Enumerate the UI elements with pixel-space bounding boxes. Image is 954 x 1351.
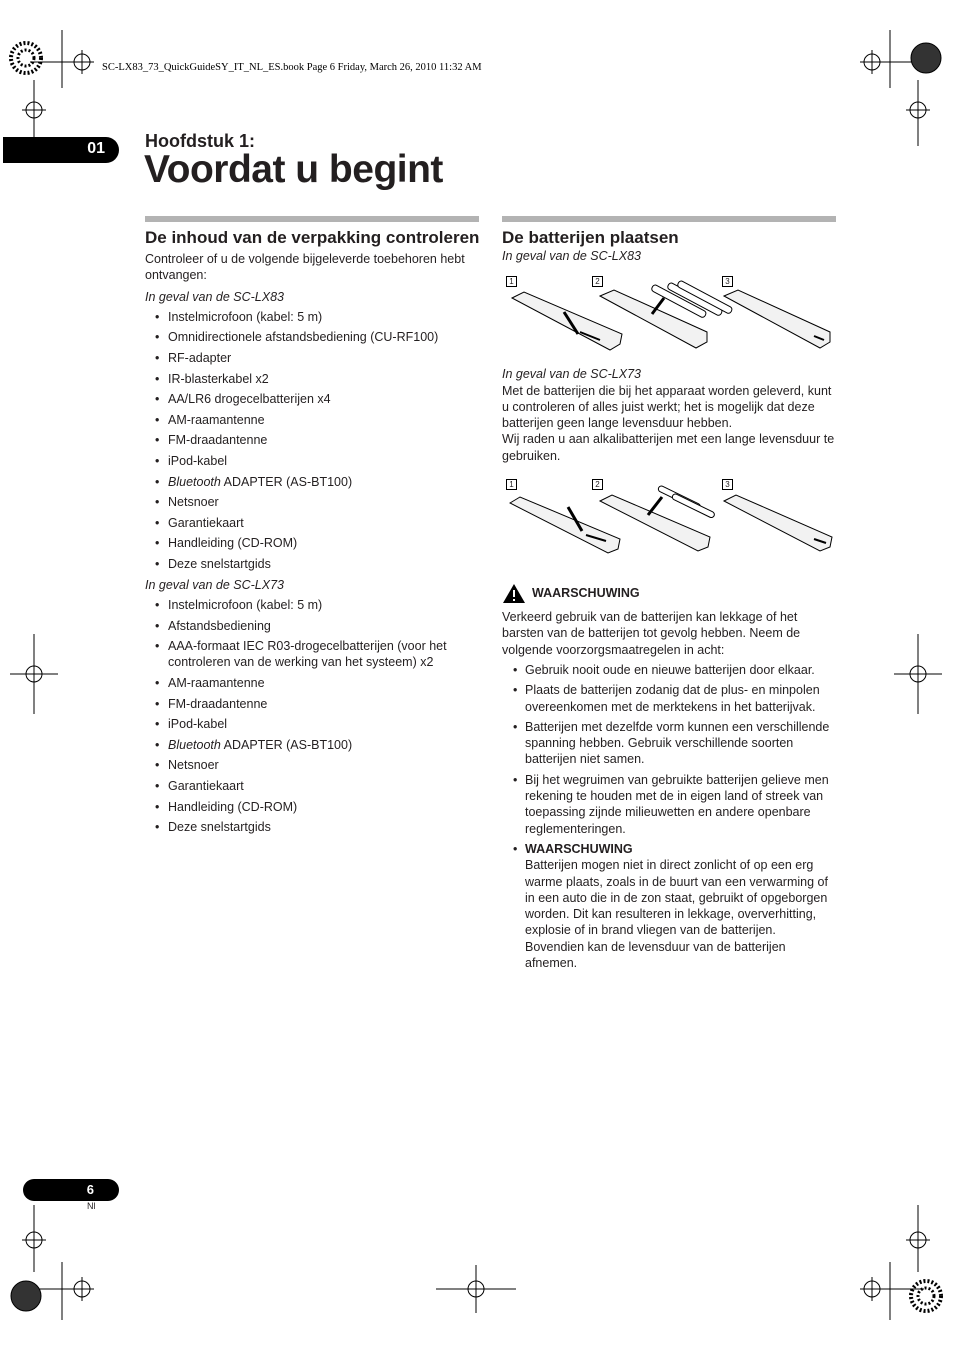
list-item: • Netsnoer — [145, 757, 481, 773]
list-item: • Afstandsbediening — [145, 618, 481, 634]
remote-battery-drawing — [502, 276, 836, 360]
language-code: Nl — [87, 1201, 96, 1211]
list-item: • AAA-formaat IEC R03-drogecelbatterijen (voor het controleren van de werking van het systeem) x2 — [145, 638, 481, 671]
warning-icon — [502, 583, 526, 604]
batteries-intro-1: Met de batterijen die bij het apparaat worden geleverd, kunt u controleren of alles juist werkt; het is mogelijk dat deze batterijen geen lange levensduur hebben. — [502, 383, 832, 431]
list-item: • iPod-kabel — [145, 716, 481, 732]
step-number: 2 — [592, 479, 603, 490]
page-number: 6 — [86, 1182, 94, 1197]
list-item: • Batterijen met dezelfde vorm kunnen een verschillende spanning hebben. Gebruik verschillende soorten batterijen niet samen. — [502, 719, 838, 768]
warning-title: WAARSCHUWING — [532, 586, 640, 601]
list-item: • Deze snelstartgids — [145, 556, 481, 572]
lx73-battery-illustration — [502, 479, 836, 563]
lx83-label: In geval van de SC-LX83 — [145, 289, 284, 304]
chapter-tab — [3, 137, 119, 163]
list-item: • AA/LR6 drogecelbatterijen x4 — [145, 391, 481, 407]
right-column — [502, 227, 838, 975]
list-item: • FM-draadantenne — [145, 432, 481, 448]
batteries-heading: De batterijen plaatsen — [502, 228, 679, 247]
list-item: • Handleiding (CD-ROM) — [145, 535, 481, 551]
list-item: • Handleiding (CD-ROM) — [145, 799, 481, 815]
chapter-number: 01 — [87, 140, 105, 157]
list-item: • iPod-kabel — [145, 453, 481, 469]
list-item: • Gebruik nooit oude en nieuwe batterijen door elkaar. — [502, 662, 838, 678]
packaging-intro: Controleer of u de volgende bijgeleverde toebehoren hebt ontvangen: — [145, 252, 465, 283]
list-item: • Omnidirectionele afstandsbediening (CU-RF100) — [145, 329, 481, 345]
list-item: • Bluetooth ADAPTER (AS-BT100) — [145, 737, 481, 753]
step-number: 1 — [506, 479, 517, 490]
warning-header — [502, 583, 838, 604]
step-number: 1 — [506, 276, 517, 287]
list-item: • IR-blasterkabel x2 — [145, 371, 481, 387]
list-item: • Garantiekaart — [145, 778, 481, 794]
lx73-label: In geval van de SC-LX73 — [145, 577, 284, 592]
list-item: • AM-raamantenne — [145, 412, 481, 428]
section-rule-right — [502, 216, 836, 222]
batteries-intro-2: Wij raden u aan alkalibatterijen met een lange levensduur te gebruiken. — [502, 432, 835, 463]
list-item: • AM-raamantenne — [145, 675, 481, 691]
lx73-label-right: In geval van de SC-LX73 — [502, 367, 641, 382]
warning-2-text: Batterijen mogen niet in direct zonlicht of op een erg warme plaats, zoals in de buurt van een verwarming of in een auto die in de zon staat, gebruikt of opgeborgen worden. Dit kan resulteren in lekkage, oververhitting, explosie of in brand vliegen van de batterijen. Bovendien kan de levensduur van de batterijen afnemen. — [525, 858, 828, 971]
lx83-battery-illustration — [502, 276, 836, 360]
chapter-title: Voordat u begint — [144, 148, 443, 191]
list-item: • FM-draadantenne — [145, 696, 481, 712]
warning-2-title: WAARSCHUWING — [525, 841, 633, 856]
precautions-list — [502, 662, 838, 971]
remote-battery-drawing — [502, 479, 836, 563]
step-number: 3 — [722, 479, 733, 490]
list-item: • Bij het wegruimen van gebruikte batterijen gelieve men rekening te houden met de in eigen land of streek van toepassing zijnde milieuwetten en andere openbare reglementeringen. — [502, 772, 838, 837]
packaging-heading: De inhoud van de verpakking controleren — [145, 228, 480, 247]
left-column — [145, 227, 481, 840]
print-header: SC-LX83_73_QuickGuideSY_IT_NL_ES.book Page 6 Friday, March 26, 2010 11:32 AM — [102, 62, 482, 73]
step-number: 3 — [722, 276, 733, 287]
list-item: • Garantiekaart — [145, 515, 481, 531]
page-number-tab — [23, 1179, 119, 1201]
lx83-label-right: In geval van de SC-LX83 — [502, 249, 641, 263]
list-item: • RF-adapter — [145, 350, 481, 366]
lx73-contents-list — [145, 597, 481, 836]
list-item: • Deze snelstartgids — [145, 819, 481, 835]
list-item: • Instelmicrofoon (kabel: 5 m) — [145, 597, 481, 613]
chapter-label: Hoofdstuk 1: — [145, 131, 255, 151]
list-item-warning — [502, 841, 838, 971]
step-number: 2 — [592, 276, 603, 287]
warning-text: Verkeerd gebruik van de batterijen kan lekkage of het barsten van de batterijen tot gevolg hebben. Neem de volgende voorzorgsmaatregelen in acht: — [502, 610, 801, 657]
lx83-contents-list — [145, 309, 481, 572]
list-item: • Plaats de batterijen zodanig dat de plus- en minpolen overeenkomen met de merktekens in het batterijvak. — [502, 682, 838, 715]
list-item: • Instelmicrofoon (kabel: 5 m) — [145, 309, 481, 325]
list-item: • Bluetooth ADAPTER (AS-BT100) — [145, 474, 481, 490]
list-item: • Netsnoer — [145, 494, 481, 510]
section-rule-left — [145, 216, 479, 222]
